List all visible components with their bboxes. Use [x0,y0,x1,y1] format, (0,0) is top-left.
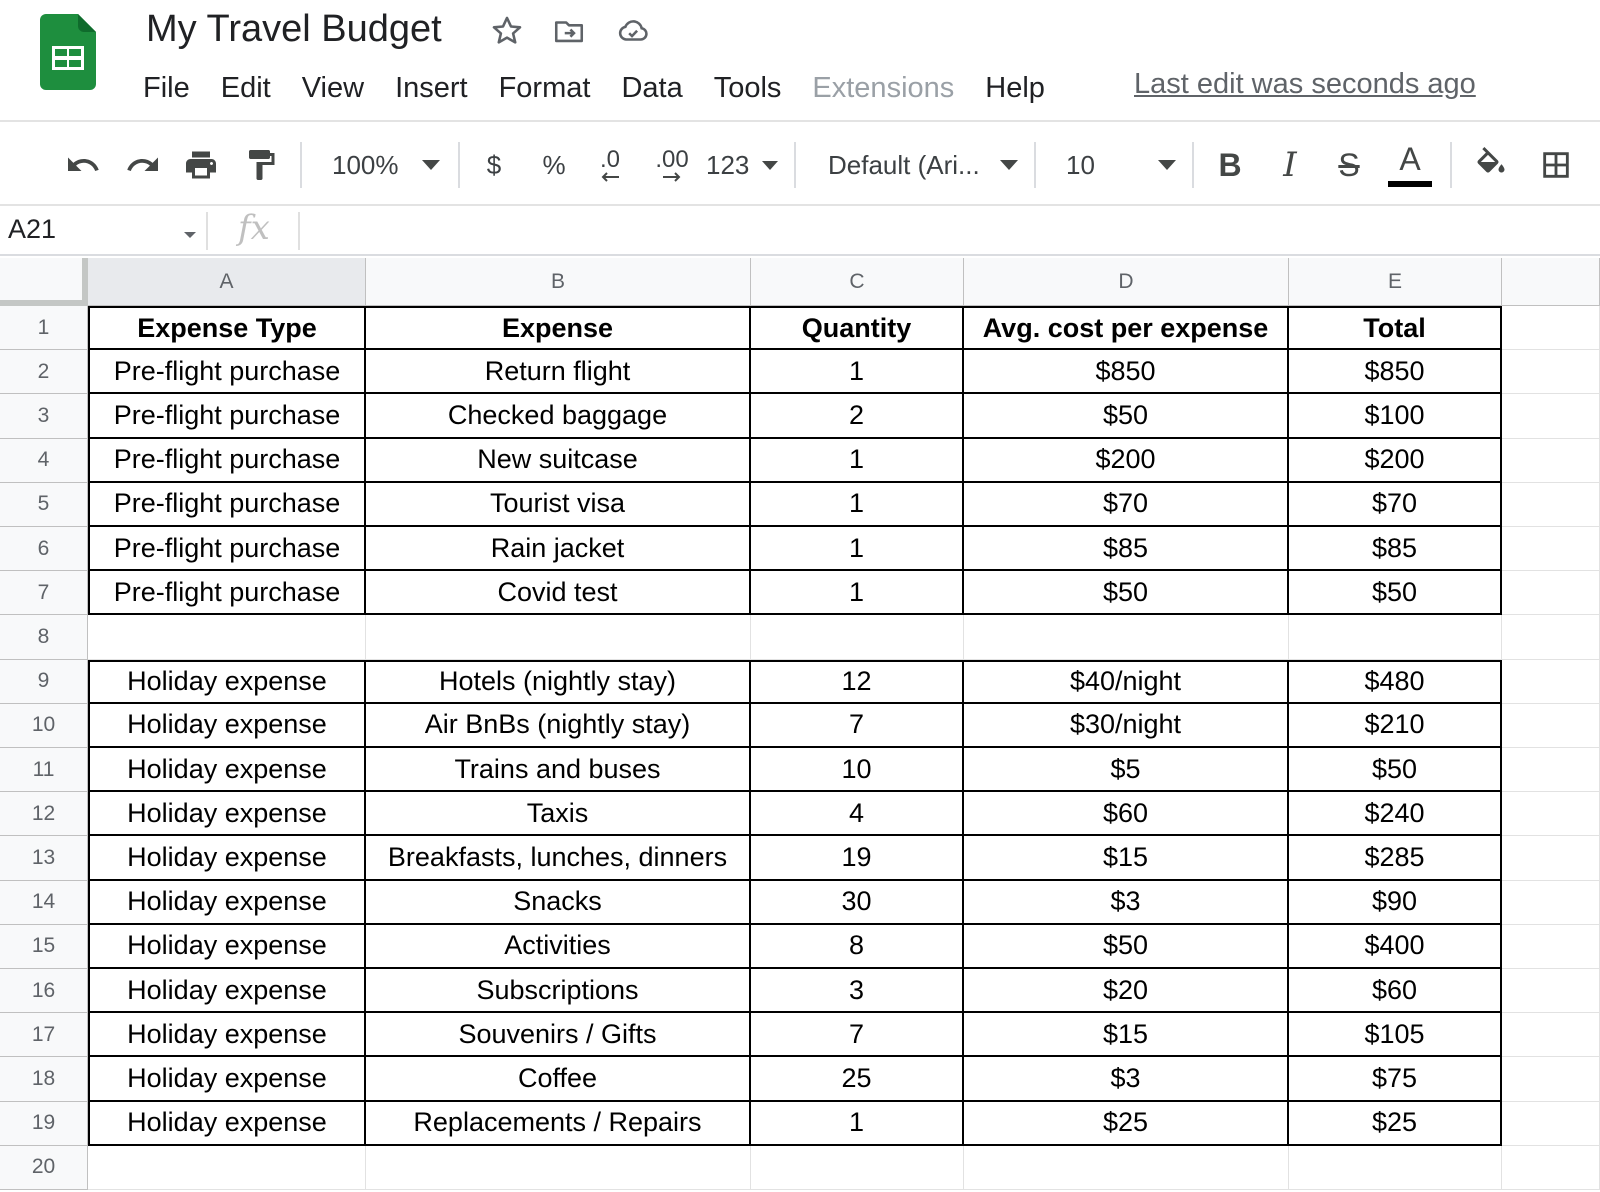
cell-c10[interactable]: 7 [751,704,964,748]
menu-format[interactable]: Format [498,71,591,104]
cell-c2[interactable]: 1 [751,350,964,394]
font-family-value: Default (Ari... [828,149,980,180]
formula-input[interactable] [310,214,1590,248]
row-header-16[interactable]: 16 [0,969,88,1013]
more-formats-label: 123 [706,149,750,180]
sheets-logo-icon[interactable] [40,14,96,90]
cell-a20[interactable] [88,1146,366,1190]
cell-e11[interactable]: $50 [1289,748,1502,792]
format-percent-button[interactable] [536,124,572,206]
cell-b11[interactable]: Trains and buses [366,748,751,792]
row-header-19[interactable]: 19 [0,1102,88,1146]
cell-c4[interactable]: 1 [751,439,964,483]
cell-c8[interactable] [751,615,964,659]
cell-b13[interactable]: Breakfasts, lunches, dinners [366,836,751,880]
cell-c13[interactable]: 19 [751,836,964,880]
cell-a2[interactable]: Pre-flight purchase [88,350,366,394]
toolbar [0,124,1600,206]
cell-b4[interactable]: New suitcase [366,439,751,483]
cell-e5[interactable]: $70 [1289,483,1502,527]
column-header-extra[interactable] [1502,258,1600,306]
cell-b3[interactable]: Checked baggage [366,394,751,438]
cell-d14[interactable]: $3 [964,881,1289,925]
cell-d10[interactable]: $30/night [964,704,1289,748]
column-header-c[interactable]: C [751,258,964,306]
cell-f6[interactable] [1502,527,1600,571]
select-all-corner[interactable] [0,258,88,306]
row-header-5[interactable]: 5 [0,483,88,527]
cell-b15[interactable]: Activities [366,925,751,969]
toolbar-separator [300,142,302,188]
cell-f7[interactable] [1502,571,1600,615]
cell-f16[interactable] [1502,969,1600,1013]
row-header-10[interactable]: 10 [0,704,88,748]
cell-b10[interactable]: Air BnBs (nightly stay) [366,704,751,748]
toolbar-separator [458,142,460,188]
name-box[interactable]: A21 [8,214,57,244]
italic-label: I [1283,145,1297,185]
cell-e16[interactable]: $60 [1289,969,1502,1013]
menu-extensions[interactable]: Extensions [812,71,955,104]
cell-c5[interactable]: 1 [751,483,964,527]
cell-e18[interactable]: $75 [1289,1057,1502,1101]
strikethrough-button[interactable] [1328,124,1370,206]
cell-b16[interactable]: Subscriptions [366,969,751,1013]
fill-color-icon[interactable] [1470,124,1512,206]
cell-a14[interactable]: Holiday expense [88,881,366,925]
menu-file[interactable]: File [143,71,190,104]
cell-d15[interactable]: $50 [964,925,1289,969]
row-header-7[interactable]: 7 [0,571,88,615]
cell-f2[interactable] [1502,350,1600,394]
decrease-decimal-button[interactable] [590,124,630,206]
cell-f17[interactable] [1502,1013,1600,1057]
font-family-dropdown[interactable] [812,124,1024,206]
row-header-15[interactable]: 15 [0,925,88,969]
move-folder-icon[interactable] [550,12,588,50]
toolbar-separator [1192,142,1194,188]
cell-c1[interactable]: Quantity [751,306,964,350]
increase-decimal-label: .00 [655,146,689,173]
cell-a17[interactable]: Holiday expense [88,1013,366,1057]
paint-format-icon[interactable] [240,124,282,206]
cell-b7[interactable]: Covid test [366,571,751,615]
cell-e2[interactable]: $850 [1289,350,1502,394]
cell-b8[interactable] [366,615,751,659]
cell-e7[interactable]: $50 [1289,571,1502,615]
menu-bar [143,68,1076,108]
cell-b2[interactable]: Return flight [366,350,751,394]
cell-f9[interactable] [1502,660,1600,704]
row-header-6[interactable]: 6 [0,527,88,571]
cell-f14[interactable] [1502,881,1600,925]
cell-f13[interactable] [1502,836,1600,880]
cell-c11[interactable]: 10 [751,748,964,792]
cell-e6[interactable]: $85 [1289,527,1502,571]
row-header-4[interactable]: 4 [0,439,88,483]
chevron-down-icon [1158,160,1176,170]
cell-c15[interactable]: 8 [751,925,964,969]
row-header-12[interactable]: 12 [0,792,88,836]
cell-d4[interactable]: $200 [964,439,1289,483]
font-size-dropdown[interactable] [1052,124,1182,206]
row-header-8[interactable]: 8 [0,615,88,659]
cell-b17[interactable]: Souvenirs / Gifts [366,1013,751,1057]
document-title[interactable]: My Travel Budget [146,8,442,50]
menu-edit[interactable]: Edit [220,71,271,104]
arrow-left-icon [599,172,621,182]
cell-d9[interactable]: $40/night [964,660,1289,704]
cell-a15[interactable]: Holiday expense [88,925,366,969]
cell-c9[interactable]: 12 [751,660,964,704]
cell-d5[interactable]: $70 [964,483,1289,527]
cell-f18[interactable] [1502,1057,1600,1101]
cell-b19[interactable]: Replacements / Repairs [366,1102,751,1146]
cell-b12[interactable]: Taxis [366,792,751,836]
cell-a10[interactable]: Holiday expense [88,704,366,748]
star-icon[interactable] [488,12,526,50]
cell-e4[interactable]: $200 [1289,439,1502,483]
menu-data[interactable]: Data [621,71,683,104]
cell-e17[interactable]: $105 [1289,1013,1502,1057]
cell-c16[interactable]: 3 [751,969,964,1013]
column-header-d[interactable]: D [964,258,1289,306]
cell-b9[interactable]: Hotels (nightly stay) [366,660,751,704]
toolbar-separator [1034,142,1036,188]
more-formats-dropdown[interactable] [706,124,778,206]
row-header-11[interactable]: 11 [0,748,88,792]
chevron-down-icon [1000,160,1018,170]
cell-e3[interactable]: $100 [1289,394,1502,438]
print-icon[interactable] [180,124,222,206]
cell-a4[interactable]: Pre-flight purchase [88,439,366,483]
cell-b14[interactable]: Snacks [366,881,751,925]
arrow-right-icon [661,172,683,182]
currency-label: $ [486,149,502,180]
menu-help[interactable]: Help [985,71,1045,104]
cell-e14[interactable]: $90 [1289,881,1502,925]
cell-d16[interactable]: $20 [964,969,1289,1013]
percent-label: % [542,149,566,180]
chevron-down-icon [422,160,440,170]
undo-icon[interactable] [62,124,104,206]
cell-a11[interactable]: Holiday expense [88,748,366,792]
cell-d13[interactable]: $15 [964,836,1289,880]
chevron-down-icon [762,161,778,170]
cell-a8[interactable] [88,615,366,659]
cell-a16[interactable]: Holiday expense [88,969,366,1013]
cell-c20[interactable] [751,1146,964,1190]
text-color-swatch [1388,181,1432,187]
cell-e12[interactable]: $240 [1289,792,1502,836]
cell-b20[interactable] [366,1146,751,1190]
title-bar [0,0,1600,122]
cell-a6[interactable]: Pre-flight purchase [88,527,366,571]
cell-a5[interactable]: Pre-flight purchase [88,483,366,527]
row-header-9[interactable]: 9 [0,660,88,704]
cell-f19[interactable] [1502,1102,1600,1146]
row-header-17[interactable]: 17 [0,1013,88,1057]
redo-icon[interactable] [122,124,164,206]
cell-a3[interactable]: Pre-flight purchase [88,394,366,438]
borders-icon[interactable] [1536,124,1576,206]
text-color-label: A [1399,141,1421,177]
cell-c3[interactable]: 2 [751,394,964,438]
zoom-value: 100% [332,149,399,180]
cell-d19[interactable]: $25 [964,1102,1289,1146]
cell-e20[interactable] [1289,1146,1502,1190]
column-header-a[interactable]: A [88,258,366,306]
row-header-2[interactable]: 2 [0,350,88,394]
cell-c14[interactable]: 30 [751,881,964,925]
cell-f8[interactable] [1502,615,1600,659]
cell-c17[interactable]: 7 [751,1013,964,1057]
menu-tools[interactable]: Tools [713,71,782,104]
cell-c19[interactable]: 1 [751,1102,964,1146]
cell-c7[interactable]: 1 [751,571,964,615]
cell-f15[interactable] [1502,925,1600,969]
column-header-e[interactable]: E [1289,258,1502,306]
increase-decimal-button[interactable] [650,124,694,206]
cell-a9[interactable]: Holiday expense [88,660,366,704]
cell-f3[interactable] [1502,394,1600,438]
cloud-saved-icon[interactable] [614,12,652,50]
row-header-3[interactable]: 3 [0,394,88,438]
row-header-20[interactable]: 20 [0,1146,88,1190]
cell-a18[interactable]: Holiday expense [88,1057,366,1101]
cell-e8[interactable] [1289,615,1502,659]
toolbar-separator [1450,142,1452,188]
cell-e1[interactable]: Total [1289,306,1502,350]
cell-d6[interactable]: $85 [964,527,1289,571]
cell-a12[interactable]: Holiday expense [88,792,366,836]
menu-insert[interactable]: Insert [395,71,468,104]
bold-button[interactable] [1210,124,1250,206]
decrease-decimal-label: .0 [599,146,620,173]
cell-a13[interactable]: Holiday expense [88,836,366,880]
cell-b1[interactable]: Expense [366,306,751,350]
cell-a19[interactable]: Holiday expense [88,1102,366,1146]
cell-f10[interactable] [1502,704,1600,748]
cell-d7[interactable]: $50 [964,571,1289,615]
italic-button[interactable] [1270,124,1310,206]
cell-d20[interactable] [964,1146,1289,1190]
cell-d11[interactable]: $5 [964,748,1289,792]
zoom-dropdown[interactable] [318,124,448,206]
formula-bar [0,206,1600,256]
cell-b6[interactable]: Rain jacket [366,527,751,571]
cell-d17[interactable]: $15 [964,1013,1289,1057]
toolbar-separator [794,142,796,188]
formula-separator [298,212,300,250]
cell-e10[interactable]: $210 [1289,704,1502,748]
cell-f11[interactable] [1502,748,1600,792]
cell-d18[interactable]: $3 [964,1057,1289,1101]
cell-c6[interactable]: 1 [751,527,964,571]
cell-e9[interactable]: $480 [1289,660,1502,704]
cell-d8[interactable] [964,615,1289,659]
font-size-value: 10 [1066,149,1095,180]
cell-f5[interactable] [1502,483,1600,527]
cell-e19[interactable]: $25 [1289,1102,1502,1146]
menu-view[interactable]: View [301,71,365,104]
chevron-down-icon[interactable] [184,232,196,238]
cell-c18[interactable]: 25 [751,1057,964,1101]
cell-c12[interactable]: 4 [751,792,964,836]
cell-d1[interactable]: Avg. cost per expense [964,306,1289,350]
formula-separator [206,212,208,250]
cell-f12[interactable] [1502,792,1600,836]
row-header-13[interactable]: 13 [0,836,88,880]
cell-f20[interactable] [1502,1146,1600,1190]
row-header-18[interactable]: 18 [0,1057,88,1101]
row-header-14[interactable]: 14 [0,881,88,925]
text-color-button[interactable] [1386,124,1434,206]
cell-b18[interactable]: Coffee [366,1057,751,1101]
format-currency-button[interactable] [476,124,512,206]
cell-a1[interactable]: Expense Type [88,306,366,350]
cell-e13[interactable]: $285 [1289,836,1502,880]
strikethrough-label: S [1338,146,1360,183]
fx-icon: fx [238,208,270,248]
row-header-1[interactable]: 1 [0,306,88,350]
last-edit-link[interactable]: Last edit was seconds ago [1134,68,1476,100]
cell-f4[interactable] [1502,439,1600,483]
cell-a7[interactable]: Pre-flight purchase [88,571,366,615]
cell-f1[interactable] [1502,306,1600,350]
spreadsheet-grid[interactable] [0,258,1600,1192]
cell-d3[interactable]: $50 [964,394,1289,438]
column-header-b[interactable]: B [366,258,751,306]
bold-label: B [1218,146,1242,183]
cell-e15[interactable]: $400 [1289,925,1502,969]
cell-d12[interactable]: $60 [964,792,1289,836]
cell-b5[interactable]: Tourist visa [366,483,751,527]
cell-d2[interactable]: $850 [964,350,1289,394]
